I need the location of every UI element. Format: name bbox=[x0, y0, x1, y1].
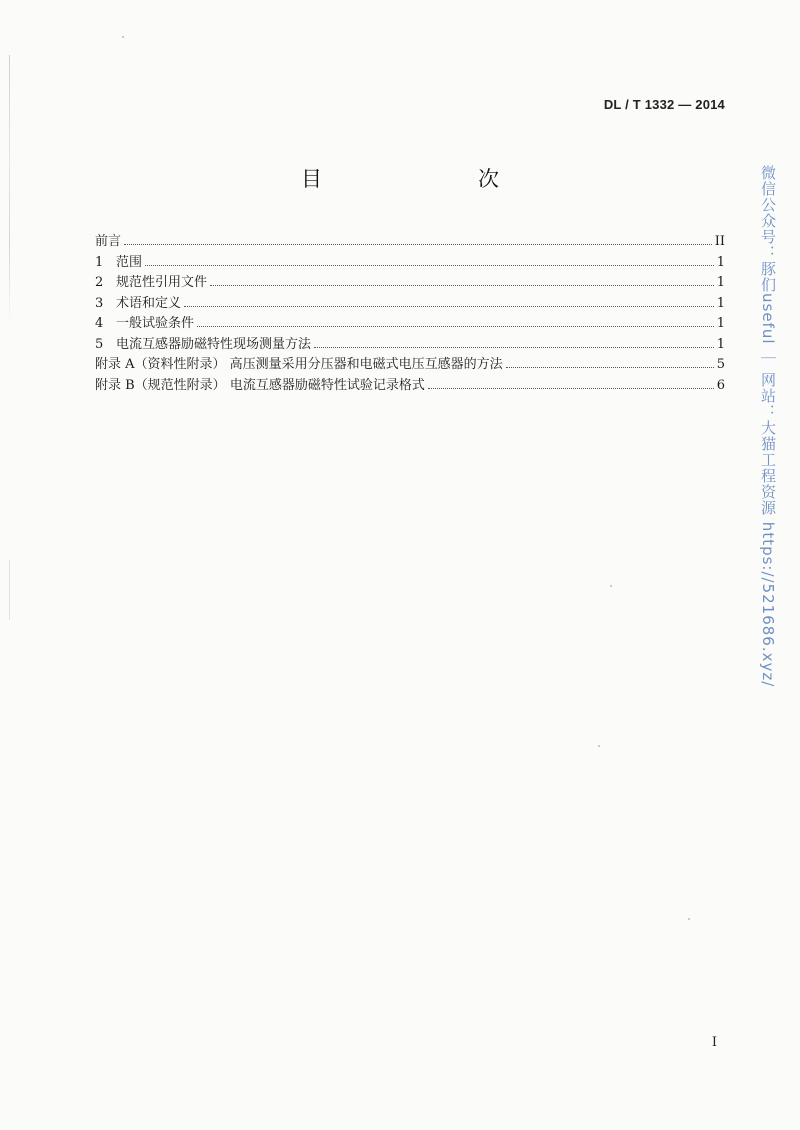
toc-entry-page: 1 bbox=[716, 295, 725, 311]
toc-entry-label: 电流互感器励磁特性现场测量方法 bbox=[116, 336, 312, 352]
toc-entry-label: 前言 bbox=[95, 234, 122, 249]
toc-leader-dots bbox=[145, 265, 714, 266]
scan-speck bbox=[688, 918, 690, 920]
toc-entry-number: 5 bbox=[95, 336, 104, 352]
watermark-text: 微信公众号：豚们useful ｜ 网站：大猫工程资源 https://521686.xyz/ bbox=[759, 165, 777, 688]
toc-entry-number: 2 bbox=[95, 275, 104, 290]
toc-entry[interactable] bbox=[95, 294, 725, 315]
toc-entry-page: 1 bbox=[716, 254, 725, 270]
toc-leader-dots bbox=[210, 285, 714, 286]
toc-leader-dots bbox=[184, 306, 714, 307]
toc-entry[interactable] bbox=[95, 253, 725, 274]
toc-entry[interactable] bbox=[95, 376, 725, 397]
toc-entry-label: 术语和定义 bbox=[116, 295, 182, 311]
scan-speck bbox=[598, 745, 600, 747]
toc-entry[interactable] bbox=[95, 355, 725, 376]
toc-leader-dots bbox=[124, 244, 712, 245]
toc-leader-dots bbox=[428, 388, 714, 389]
toc-entry-page: II bbox=[714, 234, 725, 249]
toc-entry-label: 规范性引用文件 bbox=[116, 275, 208, 290]
toc-entry-page: 6 bbox=[716, 377, 725, 393]
toc-entry-label: 一般试验条件 bbox=[116, 316, 195, 331]
toc-entry-number: 4 bbox=[95, 316, 104, 331]
scan-edge-line bbox=[9, 560, 10, 620]
toc-leader-dots bbox=[314, 347, 714, 348]
toc-leader-dots bbox=[197, 326, 714, 327]
toc-entry-number: 3 bbox=[95, 295, 104, 311]
toc-entry[interactable] bbox=[95, 232, 725, 253]
toc-entry-page: 1 bbox=[716, 336, 725, 352]
toc-entry-label: 范围 bbox=[116, 254, 143, 270]
scan-speck bbox=[610, 585, 612, 587]
toc-entry-page: 5 bbox=[716, 357, 725, 372]
toc-entry-page: 1 bbox=[716, 316, 725, 331]
toc-entry-number: 1 bbox=[95, 254, 104, 270]
page-title: 目 次 bbox=[301, 167, 537, 191]
toc-entry[interactable] bbox=[95, 314, 725, 335]
toc-entry-page: 1 bbox=[716, 275, 725, 290]
standard-code: DL / T 1332 — 2014 bbox=[603, 97, 725, 112]
toc-entry-label: 附录 B（规范性附录） 电流互感器励磁特性试验记录格式 bbox=[95, 377, 425, 393]
page-number: I bbox=[711, 1035, 717, 1050]
toc-entry[interactable] bbox=[95, 335, 725, 356]
toc-leader-dots bbox=[506, 367, 714, 368]
table-of-contents bbox=[95, 232, 725, 396]
toc-entry-label: 附录 A（资料性附录） 高压测量采用分压器和电磁式电压互感器的方法 bbox=[95, 357, 503, 372]
scan-speck bbox=[122, 36, 124, 38]
toc-entry[interactable] bbox=[95, 273, 725, 294]
